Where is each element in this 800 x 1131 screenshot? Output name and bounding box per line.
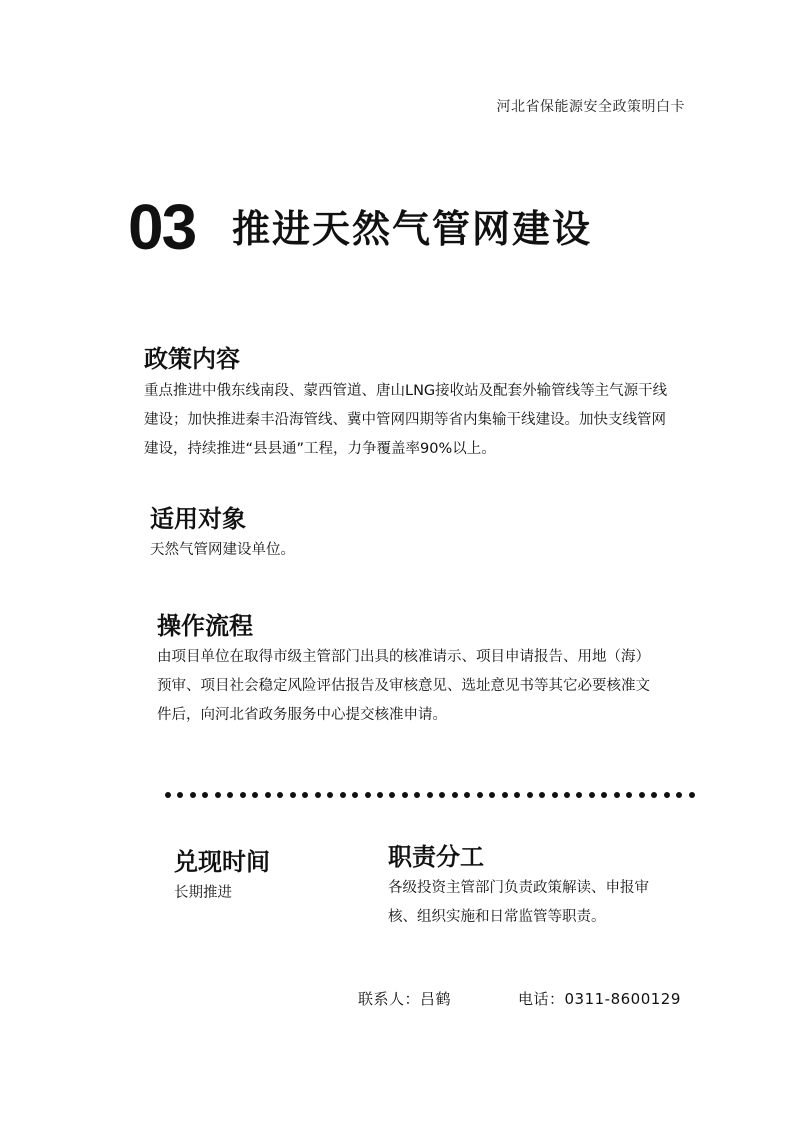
duty-line: 各级投资主管部门负责政策解读、申报审 xyxy=(388,880,649,896)
divider-dot xyxy=(452,792,458,798)
duty-heading: 职责分工 xyxy=(388,843,484,871)
divider-dot xyxy=(177,792,183,798)
divider-dot xyxy=(589,792,595,798)
divider-dot xyxy=(439,792,445,798)
divider-dot xyxy=(576,792,582,798)
process-line: 件后，向河北省政务服务中心提交核准申请。 xyxy=(157,707,447,723)
divider-dot xyxy=(527,792,533,798)
divider-dot xyxy=(464,792,470,798)
divider-dot xyxy=(664,792,670,798)
duty-line: 核、组织实施和日常监管等职责。 xyxy=(388,909,606,925)
policy-line: 建设，持续推进“县县通”工程，力争覆盖率90%以上。 xyxy=(144,441,496,457)
divider-dot xyxy=(601,792,607,798)
divider-dot xyxy=(564,792,570,798)
divider-dot xyxy=(489,792,495,798)
policy-line: 建设；加快推进秦丰沿海管线、冀中管网四期等省内集输干线建设。加快支线管网 xyxy=(144,412,666,428)
divider-dot xyxy=(614,792,620,798)
divider-dot xyxy=(626,792,632,798)
divider-dot xyxy=(290,792,296,798)
section-title: 推进天然气管网建设 xyxy=(232,206,593,251)
divider-dot xyxy=(502,792,508,798)
divider-dot xyxy=(352,792,358,798)
divider-dot xyxy=(639,792,645,798)
divider-dot xyxy=(651,792,657,798)
contact-phone: 电话：0311-8600129 xyxy=(518,990,681,1008)
policy-content xyxy=(144,377,704,464)
divider-dot xyxy=(327,792,333,798)
divider-dot xyxy=(676,792,682,798)
divider-dot xyxy=(377,792,383,798)
divider-dot xyxy=(315,792,321,798)
divider-dot xyxy=(365,792,371,798)
divider-dot xyxy=(215,792,221,798)
policy-heading: 政策内容 xyxy=(144,345,240,373)
duty-content xyxy=(388,874,708,932)
divider-dot xyxy=(240,792,246,798)
dotted-divider xyxy=(165,788,695,802)
divider-dot xyxy=(514,792,520,798)
divider-dot xyxy=(414,792,420,798)
divider-dot xyxy=(165,792,171,798)
divider-dot xyxy=(402,792,408,798)
target-text: 天然气管网建设单位。 xyxy=(150,542,295,558)
timing-text: 长期推进 xyxy=(174,885,232,901)
timing-heading: 兑现时间 xyxy=(174,848,270,876)
process-heading: 操作流程 xyxy=(157,612,253,640)
divider-dot xyxy=(340,792,346,798)
divider-dot xyxy=(202,792,208,798)
process-line: 预审、项目社会稳定风险评估报告及审核意见、选址意见书等其它必要核准文 xyxy=(157,678,650,694)
process-line: 由项目单位在取得市级主管部门出具的核准请示、项目申请报告、用地（海） xyxy=(157,649,650,665)
divider-dot xyxy=(477,792,483,798)
target-heading: 适用对象 xyxy=(150,505,246,533)
divider-dot xyxy=(227,792,233,798)
divider-dot xyxy=(252,792,258,798)
divider-dot xyxy=(389,792,395,798)
policy-line: 重点推进中俄东线南段、蒙西管道、唐山LNG接收站及配套外输管线等主气源干线 xyxy=(144,383,668,399)
divider-dot xyxy=(552,792,558,798)
process-content xyxy=(157,643,717,730)
document-header: 河北省保能源安全政策明白卡 xyxy=(496,99,685,115)
divider-dot xyxy=(190,792,196,798)
divider-dot xyxy=(539,792,545,798)
divider-dot xyxy=(302,792,308,798)
contact-person: 联系人：吕鹤 xyxy=(358,990,452,1008)
section-number: 03 xyxy=(128,191,196,263)
divider-dot xyxy=(689,792,695,798)
divider-dot xyxy=(427,792,433,798)
divider-dot xyxy=(277,792,283,798)
divider-dot xyxy=(265,792,271,798)
